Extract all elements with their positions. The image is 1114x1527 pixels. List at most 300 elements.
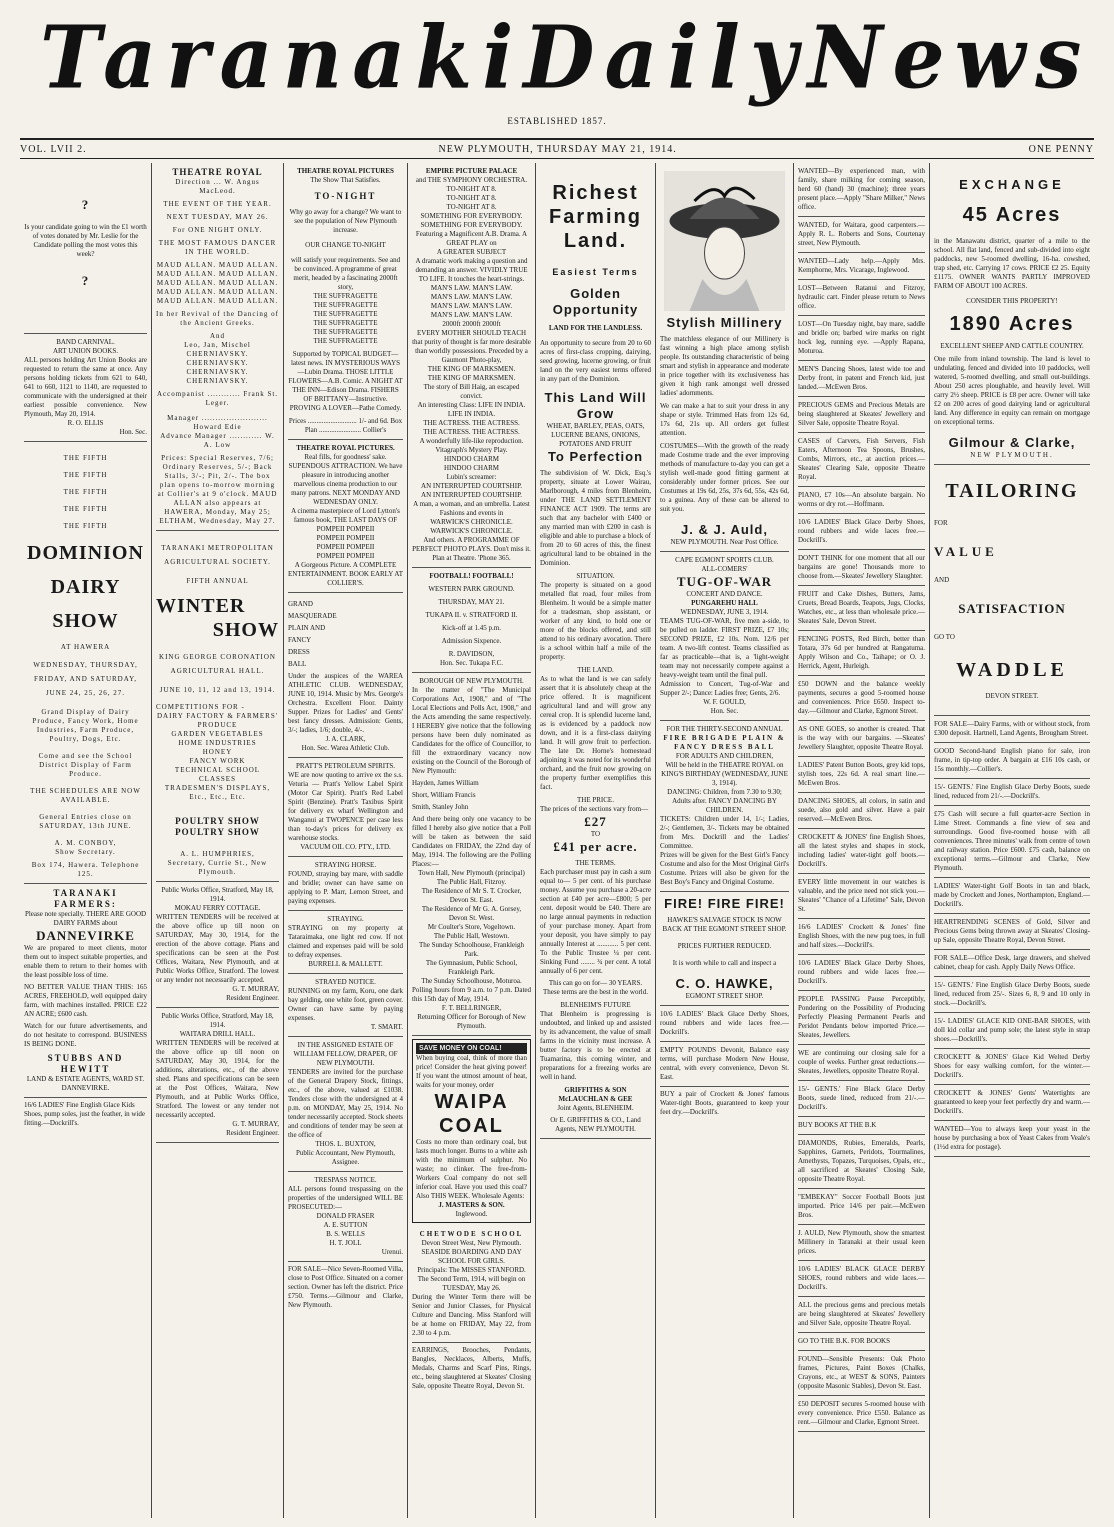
hawke-location: EGMONT STREET SHOP. [685, 992, 764, 1000]
comp-item: FANCY WORK [189, 757, 246, 765]
farming-land-ad [540, 163, 651, 1139]
stylish-millinery: Stylish Millinery [666, 315, 783, 330]
tailoring-for: FOR [934, 519, 948, 527]
acres-45-text: in the Manawatu district, quarter of a mile to the school. All flat land, fenced and sub-divided into eight paddocks, new 5-roomed dwelling, 16-ha. cowshed, trap shed, etc. Carrying 17 cows. PRICE £2 25. Equity £1175. OWNER WANTS PARTLY IMPROVED FARM OF ABOUT 100 ACRES. [934, 237, 1090, 290]
pratt-ad [288, 758, 403, 857]
fire-brigade-ball-ad [660, 721, 789, 892]
farmers-value: NO BETTER VALUE THAN THIS: 165 ACRES, FREEHOLD, well equipped dairy farm, with machines installed. PRICE £22 AN ACRE; £600 cash. [24, 983, 147, 1018]
classified-ad: CROCKETT & JONES' fine English Shoes, all the latest styles and shapes in stock, including ladies' water-tight golf boots.—Dockrill's. [798, 829, 925, 874]
acres-1890-sub: EXCELLENT SHEEP AND CATTLE COUNTRY. [940, 342, 1084, 350]
trespass-text: ALL persons found trespassing on the properties of the undersigned WILL BE PROSECUTED:— [288, 1185, 403, 1211]
pictures-change: OUR CHANGE TO-NIGHT [305, 241, 386, 249]
classified-ad: FRUIT and Cake Dishes, Butters, Jams, Cruets, Bread Boards, Teapots, Jugs, Clocks, Watches, etc., at less than wholesale price.—Skeates' Sale, Devon Street. [798, 586, 925, 631]
classified-ad: 10/6 LADIES' BLACK GLACE DERBY SHOES, round rubbers and wide laces.—Dockrill's. [798, 1261, 925, 1297]
polling-place: Mr Coulter's Store, Vogeltown. [427, 923, 516, 931]
courtship-line: AN INTERRUPTED COURTSHIP. [421, 482, 522, 490]
golden-opportunity: Golden Opportunity [552, 286, 639, 317]
candidate-teaser: Is your candidate going to win the £1 worth of votes donated by Mr. Leslie for the Candidate polling the most votes this week? [24, 223, 147, 258]
pompeii-real: Real fills, for goodness' sake. SUPENDOUS ATTRACTION. We have pleasure in introducing another marvellous cinema production to our many patrons. NEXT MONDAY AND WEDNESDAY ONLY. [288, 453, 403, 506]
estate-ad [288, 1037, 403, 1172]
trespass-name: A. E. SUTTON [323, 1221, 368, 1229]
masq-line: GRAND [288, 600, 313, 608]
tailoring-ad [934, 465, 1090, 716]
something-line: SOMETHING FOR EVERYBODY. [420, 212, 523, 220]
suffragette-line: THE SUFFRAGETTE [313, 328, 378, 336]
earrings-ad: EARRINGS, Brooches, Pendants, Bangles, Necklaces, Alberts, Muffs, Medals, Charms and Scarf Pins, Rings, etc., being slaughtered at Skeates' Closing Sale, opposite Theatre Royal, Devon St. [412, 1346, 531, 1390]
polling-place: Town Hall, New Plymouth (principal) [418, 869, 525, 877]
terms-span: This can go on for— 30 YEARS. These terms are the best in the world. [543, 979, 648, 996]
band-text: ALL persons holding Art Union Books are requested to return the same at once. Any persons holding tickets from 621 to 640, 641 to 660, 1121 to 1140, are requested to communicate with the undersigned at their earliest possible convenience. New Plymouth, May 20, 1914. [24, 356, 147, 418]
newspaper-title [40, 7, 1092, 109]
principals: Principals: The MISSES STANFORD. [417, 1266, 526, 1274]
pictures-heading: THEATRE ROYAL PICTURES [297, 167, 394, 175]
classified-ad: DANCING SHOES, all colors, in satin and suede, also gold and silver. Have a pair reserved.—McEwen Bros. [798, 793, 925, 829]
title-word-1: Taranaki [40, 7, 524, 109]
borough-text: In the matter of "The Municipal Corporations Act, 1908," and of "The Local Elections and Polls Act, 1908," and the Acts amending the same respectively. I HEREBY give notice that the following persons have been duly nominated as Candidates for the office of Councillor, to fill the extraordinary vacancy now existing on the Council of the Borough of New Plymouth: [412, 686, 531, 775]
theatre-manager: Manager ........................ Howard Edie [167, 414, 268, 431]
ball-held: Will be held in the THEATRE ROYAL on KING'S BIRTHDAY (WEDNESDAY, JUNE 3, 1914). [661, 761, 788, 787]
humphries: A. L. HUMPHRIES, [180, 850, 255, 858]
band-carnival-ad [24, 334, 147, 442]
empire-sub: and THE SYMPHONY ORCHESTRA. [415, 176, 528, 184]
classified-ad: WANTED, for Waitara, good carpenters.—Apply R. L. Roberts and Sons, Courtenay street, New Plymouth. [798, 217, 925, 253]
question-mark: ? [81, 197, 90, 212]
classified-ad: LOST—Between Ratanui and Fitzroy, hydraulic cart. Finder please return to News office. [798, 280, 925, 316]
classified-ad: DON'T THINK for one moment that all our bargains are gone! Thousands more to choose from.—Skeates' Jewellery Slaughter. [798, 550, 925, 586]
pictures-heading: THEATRE ROYAL PICTURES. [296, 444, 395, 452]
empire-ad [412, 163, 531, 568]
classified-ad: FOR SALE—Dairy Farms, with or without stock, from £300 deposit. Hartnell, Land Agents, Brougham Street. [934, 716, 1090, 743]
suffragette-line: THE SUFFRAGETTE [313, 310, 378, 318]
candidate: Hayden, James William [412, 779, 479, 787]
tailoring-and: AND [934, 576, 950, 584]
reduced: PRICES FURTHER REDUCED. [677, 942, 772, 950]
candidate-ad [24, 163, 147, 334]
show-word: SHOW [52, 610, 119, 632]
mother: EVERY MOTHER SHOULD TEACH that purity of thought is far more desirable than worldly possessions. Preceded by a Gaumont Photo-play, [412, 329, 531, 364]
trespass-name: H. T. JOLL [329, 1239, 362, 1247]
richest-word: Land. [563, 230, 628, 252]
richest-word: Farming [549, 206, 642, 228]
allcomers: ALL-COMERS' [701, 565, 748, 573]
devon-street: DEVON STREET. [985, 692, 1039, 700]
borough-ad [412, 673, 531, 1036]
waitara-text: WRITTEN TENDERS will be received at the above office up till noon on SATURDAY, May 30, 1914, for the additions, alterations, etc., of the above shed. Plans and specifications can be seen at the Post Offices, Waitara, New Plymouth, and at Public Works Office, Stratford. The lowest or any tender not necessarily accepted. [156, 1039, 279, 1119]
king-line: THE KING OF MARKSMEN. [427, 365, 516, 373]
borough-heading: BOROUGH OF NEW PLYMOUTH. [419, 677, 524, 685]
coal-more: Costs no more than ordinary coal, but lasts much longer. Burns to a white ash with the minimum of sulphur. No waste; no clinker. The free-from-Workers Coal company do not sell inferior coal. Have you used this coal? Also THIS WEEK. Wholesale Agents: [416, 1138, 527, 1200]
man: A man, a woman, and an umbrella. Latest Fashions and events in [413, 500, 530, 517]
strayed-ad [288, 974, 403, 1037]
kickoff: Kick-off at 1.45 p.m. [442, 624, 501, 632]
classified-ad: 16/6 LADIES' Crockett & Jones' fine English Shoes, with the new pug toes, in full and half sizes.—Dockrill's. [798, 919, 925, 955]
show-box: Box 174, Hawera. Telephone 125. [31, 861, 140, 878]
seaside: SEASIDE BOARDING AND DAY SCHOOL FOR GIRLS. [421, 1248, 522, 1265]
tonight-line: TO-NIGHT AT 8. [446, 194, 497, 202]
classified-ad: GO TO THE B.K. FOR BOOKS [798, 1333, 925, 1351]
chetwode-heading: CHETWODE SCHOOL [419, 1230, 524, 1238]
bellringer: F. T. BELLRINGER, [441, 1004, 502, 1012]
ball-dancing: DANCING: Children, from 7.30 to 9.30; Adults after. FANCY DANCING BY CHILDREN. [667, 788, 782, 814]
crops: WHEAT, BARLEY, PEAS, OATS, LUCERNE BEANS, ONIONS, POTATOES AND FRUIT [546, 422, 645, 448]
chern-line: CHERNIAVSKY. CHERNIAVSKY. [186, 350, 249, 367]
satisfaction: SATISFACTION [958, 601, 1066, 616]
comp-item: TRADESMEN'S DISPLAYS, Etc., Etc., Etc. [164, 784, 271, 801]
maud-line: MAUD ALLAN. MAUD ALLAN. [156, 279, 279, 287]
pompeii-line: POMPEII POMPEII [316, 543, 375, 551]
courtship-line: AN INTERRUPTED COURTSHIP. [421, 491, 522, 499]
estate-heading: IN THE ASSIGNED ESTATE OF WILLIAM FELLOW, DRAPER, OF NEW PLYMOUTH. [293, 1041, 398, 1067]
tug-text: TEAMS TUG-OF-WAR, five men a-side, to be pulled on ladder. FIRST PRIZE, £7 10s; SECOND PRIZE, £2 10s. Nom. 12/6 per team. A two-lift contest. Teams classified as far as practicable—that is, a 'light-weight team may not necessarily compete against a heavy-weight team until the final pull. [660, 617, 789, 679]
classified-ad: £75 Cash will secure a full quarter-acre Section in Lime Street. Commands a fine view of sea and surroundings. Good five-roomed house with all conveniences. Three minutes' walk from centre of town and railway station. Price £600. £75 cash, balance on exceptional terms.—Gilmour and Clarke, New Plymouth. [934, 806, 1090, 878]
polling-place: The Public Hall, Fitzroy. [436, 878, 507, 886]
pompeii-gorgeous: A Gorgeous Picture. A COMPLETE ENTERTAINMENT. BOOK EARLY AT COLLIER'S. [288, 561, 403, 587]
masq-line: BALL [288, 660, 307, 668]
murray-role: Resident Engineer. [226, 994, 279, 1002]
boots-ad: 16/6 LADIES' Fine English Glace Kids Shoes, pump soles, just the feather, in wide fitting.—Dockrill's. [24, 1101, 146, 1127]
clark: J. A. CLARK, [325, 735, 366, 743]
situation-heading: SITUATION. [576, 572, 615, 580]
comp-item: GARDEN VEGETABLES [171, 730, 264, 738]
value: VALUE [934, 544, 998, 559]
polling-place: The Residence of Mr S. T. Crocker, Devon St. East. [421, 887, 522, 904]
vacuum: VACUUM OIL CO. PTY., LTD. [300, 843, 391, 851]
straying2-ad [288, 911, 403, 974]
show-word: DAIRY [50, 576, 121, 598]
subdivision-text: The subdivision of W. Dick, Esq.'s property, situate at Lower Wairau, Marlborough, 4 miles from Blenheim, under THE LAND SETTLEMENT FINANCE ACT 1909. The terms are such that any bachelor with £400 or any married man with £200 in cash is eligible and able to purchase a block of from 20 to 60 acres of this, the finest agricultural land to be obtained in the Dominion. [540, 469, 651, 567]
show-entries: General Entries close on SATURDAY, 13th JUNE. [39, 813, 132, 830]
waddle: WADDLE [956, 659, 1068, 681]
feet: 2000ft 2000ft 2000ft [442, 320, 501, 328]
mokau-text: WRITTEN TENDERS will be received at the above office up till noon on SATURDAY, May 30, 1914, for the erection of the above cottage. Plans and specifications can be seen at the Post Offices, Waitara, New Plymouth, and at Public Works Office, Stratford. The lowest or any tender not necessarily accepted. [156, 913, 279, 984]
villa-ad: FOR SALE—Nice Seven-Roomed Villa, close to Post Office. Situated on a corner section. Owner has left the district. Price £750. Terms.—Gilmour and Clarke, New Plymouth. [288, 1265, 403, 1309]
murray: G. T. MURRAY, [232, 1120, 279, 1128]
featuring: Featuring a Magnificent A.B. Drama. A GREAT PLAY on [415, 230, 528, 247]
show-word: DOMINION [27, 542, 144, 564]
theatre-pictures-ad [288, 163, 403, 440]
title-word-2: Daily [523, 7, 808, 109]
theatre-heading: THEATRE ROYAL [172, 167, 263, 177]
tug-date: WEDNESDAY, JUNE 3, 1914. [680, 608, 769, 616]
pictures-prices: Prices ............................ 1/- and 6d. Box Plan ........................ Collier's [288, 417, 403, 434]
volume: VOL. LVII 2. [20, 143, 87, 155]
farmers-heading: TARANAKI FARMERS: [53, 888, 118, 909]
pwo-line: Public Works Office, Stratford, May 18, 1914. [161, 886, 274, 903]
mokau-tender-ad [156, 882, 279, 1008]
smart: T. SMART. [370, 1023, 403, 1031]
millinery-text2: We can make a hat to suit your dress in any shape or style. Trimmed Hats from 12s 6d, 17s 6d, 21s up. All orders get fullest attention. [660, 402, 789, 437]
strayed-text: RUNNING on my farm, Koru, one dark bay gelding, one white foot, green cover. Owner can have same by paying expenses. [288, 987, 403, 1022]
classified-ad: 15/- GENTS.' Fine Black Glace Derby Boots, suede lined, reduced from 21/-.—Dockrill's. [798, 1081, 925, 1117]
egmont-club: CAPE EGMONT SPORTS CLUB. [675, 556, 774, 564]
column-2 [152, 163, 284, 1518]
tailoring: TAILORING [945, 480, 1079, 502]
band-subheading: ART UNION BOOKS. [53, 347, 118, 355]
warwick-line: WARWICK'S CHRONICLE. [430, 518, 513, 526]
estate-text: TENDERS are invited for the purchase of the General Drapery Stock, fittings, etc., of the above, valued at £1038. Tenders close with the undersigned at 4 p.m. on MONDAY, May 25, 1914. No tender necessarily accepted. Stock sheets and conditions of tender may be seen at the office of [288, 1068, 403, 1139]
auld-location: NEW PLYMOUTH. Near Post Office. [670, 538, 779, 546]
hall-name: KING GEORGE CORONATION AGRICULTURAL HALL. [159, 653, 276, 675]
concert-dance: CONCERT AND DANCE. [686, 590, 763, 598]
polling-place: The Public Hall, Westown. [433, 932, 510, 940]
future-text: That Blenheim is progressing is undoubted, and linked up and assisted by its advancement, the value of small farms in the vicinity must increase. A butter factory is to be erected at Tuamarina, this coming winter, and preparations for a freezing works are well in hand. [540, 1010, 651, 1081]
ball-prizes: Prizes will be given for the Best Girl's Fancy Costume and also for the Most Original Girl's Costume. Prizes will also be given for the Best Boy's Fancy and Original Costume. [660, 851, 789, 886]
strayed-heading: STRAYED NOTICE. [315, 978, 376, 986]
millinery-ad [660, 163, 789, 552]
theatre-accomp: Accompanist ............ Frank St. Leger. [156, 390, 279, 407]
classified-ad: WANTED—By experienced man, with family, share milking for coming season, herd 60 (hand) 30 (machine); three years present place.—Apply "Share Milker," News office. [798, 163, 925, 217]
crockett-ad: BUY a pair of Crockett & Jones' famous Water-tight Boots, guaranteed to keep your feet dry.—Dockrill's. [660, 1090, 789, 1116]
show-dates: WEDNESDAY, THURSDAY, FRIDAY, AND SATURDAY, JUNE 24, 25, 26, 27. [33, 661, 138, 697]
humphries-role: Secretary, Currie St., New Plymouth. [167, 859, 268, 876]
classified-ad: LOST—On Tuesday night, bay mare, saddle and bridle on; barbed wire marks on right hock leg, running eye. —Apply Rapana, Moturoa. [798, 316, 925, 361]
show-word: SHOW [212, 619, 279, 641]
classified-ad: £50 DEPOSIT secures 5-roomed house with every convenience. Price £550. Balance as rent.—Gilmour and Clarke, Egmont Street. [798, 1396, 925, 1432]
theatre-leo: Leo, Jan, Mischel [184, 341, 251, 349]
polling-place: The Gymnasium, Public School, Frankleigh Park. [425, 959, 518, 976]
ball-tickets: TICKETS: Children under 14, 1/-; Ladies, 2/-; Gentlemen, 3/-. Tickets may be obtained from Mrs. Dockrill and the Ladies' Committee. [660, 815, 789, 850]
theatre-advance: Advance Manager ............ W. A. Low [160, 432, 275, 449]
interesting: An interesting Class: LIFE IN INDIA. LIFE IN INDIA. [417, 401, 526, 418]
pratt-text: WE are now quoting to arrive ex the s.s. Veturia — Pratt's Yellow Label Spirit (Motor Car Spirit). Pratt's Red Label Spirit (Benzine). Pratt's Taxibus Spirit for delivery ex wharf Wellington and Wanganui at TWOPENCE per case less than to-day's prices for delivery ex warehouse stocks. [288, 771, 403, 842]
show-secretary: A. M. CONBOY, [54, 839, 117, 847]
straying-ad [288, 857, 403, 911]
term: The Second Term, 1914, will begin on TUESDAY, May 26. [417, 1275, 526, 1292]
suffragette-line: THE SUFFRAGETTE [313, 301, 378, 309]
admission: Admission Sixpence. [441, 637, 502, 645]
polling-place: The Sunday Schoolhouse, Moturoa. [421, 977, 522, 985]
fifth-line: THE FIFTH [63, 454, 108, 462]
masq-line: FANCY [288, 636, 312, 644]
acres-1890-text: One mile from inland township. The land is level to undulating, fenced and divided into 10 paddocks, well watered, 5-roomed dwelling, and small out-buildings. About 250 acres ploughable, and heavily level. Will carry 2½ sheep. PRICE is £8 per acre. Owner will take £2 on 200 acres of good dairying land or agricultural land. Any difference in equity can remain on mortgage on exceptional terms. [934, 355, 1090, 426]
winter-word: WINTER [156, 595, 246, 617]
trespass-ad [288, 1172, 403, 1262]
mokau-heading: MOKAU FERRY COTTAGE. [174, 904, 261, 912]
bellringer-role: Returning Officer for Borough of New Plymouth. [417, 1013, 526, 1030]
classified-ad: PIANO, £7 10s—An absolute bargain. No worms or dry rot.—Hoffmann. [798, 487, 925, 514]
perfection: To Perfection [547, 449, 644, 464]
classified-ad: LADIES' Patent Button Boots, grey kid tops, stylish toes, 22s 6d. A real smart line.—McEwen Bros. [798, 757, 925, 793]
mans-law-line: MAN'S LAW. MAN'S LAW. [430, 302, 513, 310]
society-name: TARANAKI METROPOLITAN AGRICULTURAL SOCIETY. [161, 544, 274, 566]
show-secretary-role: Show Secretary. [55, 848, 116, 856]
dateline-bar [20, 138, 1094, 159]
maud-line: MAUD ALLAN. MAUD ALLAN. [156, 288, 279, 296]
richest-word: Richest [552, 182, 639, 204]
lady-hat-icon [664, 171, 785, 311]
goto: GO TO [934, 633, 955, 641]
fifth-line: THE FIFTH [63, 505, 108, 513]
land-heading: THE LAND. [577, 666, 614, 674]
chetwode-sub: Devon Street West, New Plymouth. [421, 1239, 522, 1247]
price: ONE PENNY [1028, 143, 1094, 155]
others: And others. A PROGRAMME OF PERFECT PHOTO PLAYS. Don't miss it. Plan at Theatre. 'Phone 365. [412, 536, 531, 562]
masq-line: DRESS [288, 648, 310, 656]
classified-ad: HEARTRENDING SCENES of Gold, Silver and Precious Gems being thrown away at Skeates' Closing-up Sale, opposite Theatre Royal, Devon Street. [934, 914, 1090, 950]
tonight-line: TO-NIGHT AT 8. [446, 203, 497, 211]
gould: W. F. GOULD, [703, 698, 746, 706]
straying-text: FOUND, straying bay mare, with saddle and bridle; owner can have same on applying to P. Marr, Lemon Street, and paying expenses. [288, 870, 403, 905]
ball-for: FOR ADULTS AND CHILDREN, [675, 752, 774, 760]
stubbs-heading: STUBBS AND HEWITT [47, 1053, 124, 1074]
pompeii-line: POMPEII POMPEII [316, 552, 375, 560]
warwick-line: WARWICK'S CHRONICLE. [430, 527, 513, 535]
coal-name: WAIPA COAL [434, 1091, 509, 1137]
easiest-terms: Easiest Terms [552, 267, 639, 277]
davidson: R. DAVIDSON, [448, 650, 495, 658]
lubin: Lubin's screamer: [446, 473, 497, 481]
agents2: McLAUCHLAN & GEE [558, 1095, 633, 1103]
show-dates: JUNE 10, 11, 12 and 13, 1914. [159, 686, 276, 694]
theatre-for-night: For ONE NIGHT ONLY. [172, 226, 263, 234]
empire-heading: EMPIRE PICTURE PALACE [425, 167, 518, 175]
theatre-direction: Direction ... W. Angus MacLeod. [175, 178, 260, 195]
hindoo-line: HINDOO CHARM [443, 464, 500, 472]
classified-ad: ALL the precious gems and precious metals are being slaughtered at Skeates' Jewellery and Silver Sale, opposite Theatre Royal. [798, 1297, 925, 1333]
farmers-text: We are prepared to meet clients, motor them out to inspect suitable properties, and enable them to return to their homes with the least possible loss of time. [24, 944, 147, 979]
comp-item: TECHNICAL SCHOOL CLASSES [174, 766, 261, 783]
band-role: Hon. Sec. [119, 428, 147, 436]
chetwode-ad [412, 1226, 531, 1343]
classified-ad: WANTED—Lady help.—Apply Mrs. Kemphorne, Mrs. Vicarage, Inglewood. [798, 253, 925, 280]
trespass-name: B. S. WELLS [326, 1230, 365, 1238]
buxton-role: Public Accountant, New Plymouth, Assignee. [296, 1149, 395, 1166]
show-location: AT HAWERA [60, 643, 111, 651]
price-text: The prices of the sections vary from— [540, 805, 649, 813]
urenui: Urenui. [381, 1248, 403, 1256]
classified-ad: LADIES' Water-tight Golf Boots in tan and black, made by Crockett and Jones, Northampton, England.—Dockrill's. [934, 878, 1090, 914]
tonight: TO-NIGHT [314, 191, 377, 201]
masq-line: MASQUERADE [288, 612, 337, 620]
maud-line: MAUD ALLAN. MAUD ALLAN. [156, 270, 279, 278]
ground: WESTERN PARK GROUND. [428, 585, 515, 593]
hindoo-line: HINDOO CHARM [443, 455, 500, 463]
polling-place: The Sunday Schoolhouse, Frankleigh Park. [419, 941, 524, 958]
exchange-ad [934, 163, 1090, 465]
classified-ad: J. AULD, New Plymouth, show the smartest Millinery in Taranaki at their usual keen prices. [798, 1225, 925, 1261]
question-mark: ? [81, 273, 90, 288]
straying-heading: STRAYING HORSE. [314, 861, 377, 869]
something-line: SOMETHING FOR EVERYBODY. [420, 221, 523, 229]
column-8 [930, 163, 1094, 1518]
suffragette-line: THE SUFFRAGETTE [313, 337, 378, 345]
gilmour: Gilmour & Clarke, [948, 435, 1076, 450]
classified-ad: WANTED—You to always keep your yeast in the house by purchasing a box of Yeast Cakes from Veale's (1½d extra for postage). [934, 1121, 1090, 1157]
local-agents: Or E. GRIFFITHS & CO., Land Agents, NEW PLYMOUTH. [550, 1116, 641, 1133]
comp-item: HONEY [202, 748, 233, 756]
hawke-name: C. O. HAWKE, [675, 976, 774, 991]
costumes-text: COSTUMES—With the growth of the ready made Costume trade and the ever improving methods of manufacture to-day you can get a stylish well-made good fitting garment at considerably under former prices. See our Costumes at 19s 6d, 25s, 37s 6d, 55s, 42s 6d, to a guinea. Any of these can be altered to suit you. [660, 442, 789, 513]
maud-line: MAUD ALLAN. MAUD ALLAN. [156, 261, 279, 269]
mans-law-line: MAN'S LAW. MAN'S LAW. [430, 311, 513, 319]
terms-text: Each purchaser must pay in cash a sum equal to— 5 per cent. of his purchase money. Assume you purchase a 20-acre section at £40 per acre—£800; 5 per cent. deposit would be £40. There are no large annual payments in reduction of your purchase money. Apart from your deposit, you have simply to pay annually Interest at ............ 5 per cent. To the Public Trustee ¼ per cent. Sinking Fund ........ ¾ per cent. A total annually of 6 per cent. [540, 868, 651, 975]
masthead [0, 0, 1114, 142]
poultry-line: POULTRY SHOW [175, 827, 260, 837]
acres-45: 45 Acres [962, 204, 1062, 226]
gilmour-location: NEW PLYMOUTH. [970, 451, 1054, 459]
worth: It is worth while to call and inspect a [672, 959, 777, 967]
waitara-heading: WAITARA DRILL HALL. [179, 1030, 256, 1038]
auld-name: J. & J. Auld, [681, 522, 768, 537]
football-heading: FOOTBALL! FOOTBALL! [429, 572, 514, 580]
classified-ad: DIAMONDS, Rubies, Emeralds, Pearls, Sapphires, Garnets, Peridots, Tourmalines, Amethysts, Topazes, Turquoises, Opals, etc., all sacrificed at Skeates' Closing Sale, opposite Theatre Royal. [798, 1135, 925, 1189]
clark-role: Hon. Sec. Warea Athletic Club. [301, 744, 390, 752]
classified-ad: FOR SALE—Office Desk, large drawers, and shelved cabinet, cheap for cash. Apply Daily News Office. [934, 950, 1090, 977]
consider: CONSIDER THIS PROPERTY! [966, 297, 1058, 305]
pictures-sub: The Show That Satisfies. [310, 176, 381, 184]
suffragette-line: THE SUFFRAGETTE [313, 319, 378, 327]
land-text: As to what the land is we can safely assert that it is absolutely cheap at the price offered. It is magnificent agricultural land and will grow any cereal crop. It is splendid lucerne land, as is evidenced by a paddock now down, and it is a first-class dairying land. It will grow fruit to perfection. The late Dr. Horne's homestead adjoining it was noted for its wonderful orchard, and the fruit now growing on the property further exemplifies this fact. [540, 675, 651, 791]
terms-heading: THE TERMS. [575, 859, 616, 867]
acres-1890: 1890 Acres [949, 313, 1075, 335]
fifth-annual: FIFTH ANNUAL [186, 577, 249, 585]
classified-ad: 10/6 LADIES' Black Glace Derby Shoes, round rubbers and wide laces free.—Dockrill's. [798, 514, 925, 550]
pungarehu-hall: PUNGAREHU HALL [691, 599, 758, 607]
chern-line: CHERNIAVSKY. CHERNIAVSKY. [186, 368, 249, 385]
dannevirke-heading: DANNEVIRKE [36, 928, 135, 943]
comp-item: HOME INDUSTRIES [178, 739, 257, 747]
theatre-event: THE EVENT OF THE YEAR. [163, 200, 272, 208]
classifieds-list [934, 716, 1090, 1157]
straying2-text: STRAYING on my property at Tataraimaka, one light red cow. If not claimed and expenses paid will be sold to defray expenses. [288, 924, 403, 959]
classified-ad: AS ONE GOES, so another is created. That is the way with our bargains. —Skeates' Jewellery Slaughter, opposite Theatre Royal. [798, 721, 925, 757]
classified-ad: BUY BOOKS AT THE B.K [798, 1117, 925, 1135]
pratt-heading: PRATT'S PETROLEUM SPIRITS. [295, 762, 396, 770]
coal-banner: SAVE MONEY ON COAL! [416, 1043, 527, 1054]
subject: A GREATER SUBJECT [436, 248, 507, 256]
masquerade-ad [288, 593, 403, 758]
mans-law-line: MAN'S LAW. MAN'S LAW. [430, 284, 513, 292]
pictures-satisfy: will satisfy your requirements. See and be convinced. A programme of great merit, headed by a fascinating 2000ft story, [290, 256, 401, 291]
farmers-ad [24, 884, 147, 1098]
poultry-line: POULTRY SHOW [175, 816, 260, 826]
trespass-heading: TRESPASS NOTICE. [314, 1176, 377, 1184]
poll-text: And there being only one vacancy to be filled I hereby also give notice that a Poll will be taken as between the said Candidates on FRIDAY, the 22nd day of May, 1914. The following are the Polling Places:— [412, 815, 531, 868]
tug-of-war: TUG-OF-WAR [676, 574, 773, 589]
land-will-grow: This Land Will Grow [544, 390, 647, 421]
landless: LAND FOR THE LANDLESS. [548, 324, 643, 332]
farmers-watch: Watch for our future advertisements, and do not hesitate to correspond. BUSINESS IS BEING DONE. [24, 1022, 147, 1048]
established-line: ESTABLISHED 1857. [507, 116, 607, 126]
column-1 [20, 163, 152, 1518]
tug-of-war-ad [660, 552, 789, 721]
classified-ad: GOOD Second-hand English piano for sale, iron frame, in tip-top order. A bargain at £16 10s cash, or 15s monthly.—Collier's. [934, 743, 1090, 779]
waipa-coal-ad [412, 1039, 531, 1223]
fire-brigade: FIRE BRIGADE PLAIN & FANCY DRESS BALL [663, 734, 786, 751]
fifth-line: THE FIFTH [63, 522, 108, 530]
coal-agent: J. MASTERS & SON. [438, 1201, 505, 1209]
column-4 [408, 163, 536, 1518]
hawke-fire-ad [660, 892, 789, 1006]
pompeii-line: POMPEII POMPEII [316, 525, 375, 533]
mans-law-line: MAN'S LAW. MAN'S LAW. [430, 293, 513, 301]
opportunity-text: An opportunity to secure from 20 to 60 acres of first-class cropping, dairying, seed growing, lucerne growing, or fruit land on the very easiest terms offered in any part of the Dominion. [540, 339, 651, 383]
thursday: THURSDAY, MAY 21. [438, 598, 505, 606]
pictures-why: Why go away for a change? We want to see the population of New Plymouth increase. [289, 208, 402, 234]
theatre-famous: THE MOST FAMOUS DANCER IN THE WORLD. [158, 239, 277, 256]
davidson-role: Hon. Sec. Tukapa F.C. [439, 659, 504, 667]
hours: Polling hours from 9 a.m. to 7 p.m. Dated this 15th day of May, 1914. [412, 986, 531, 1003]
wonderful: A wonderfully life-like reproduction. Vitagraph's Mystery Play. [419, 437, 524, 454]
pompeii-ad [288, 440, 403, 593]
coal-text: When buying coal, think of more than price! Consider the heat giving power! If you want the utmost amount of heat, waits for your money, order [416, 1054, 527, 1089]
pwo-line: Public Works Office, Stratford, May 18, 1914. [161, 1012, 274, 1029]
theatre-revival: In her Revival of the Dancing of the Ancient Greeks. [156, 310, 279, 327]
date: NEW PLYMOUTH, THURSDAY MAY 21, 1914. [438, 143, 677, 155]
agents-role: Joint Agents, BLENHEIM. [557, 1104, 634, 1112]
actress-line: THE ACTRESS. THE ACTRESS. [423, 419, 520, 427]
millinery-text: The matchless elegance of our Millinery is fast winning a high place among stylish people. Its outstanding characteristic of being smart and stylish in appearance and moderate in price together with its exclusiveness has given it high rank amongst well dressed ladies' adornments. [660, 335, 789, 397]
